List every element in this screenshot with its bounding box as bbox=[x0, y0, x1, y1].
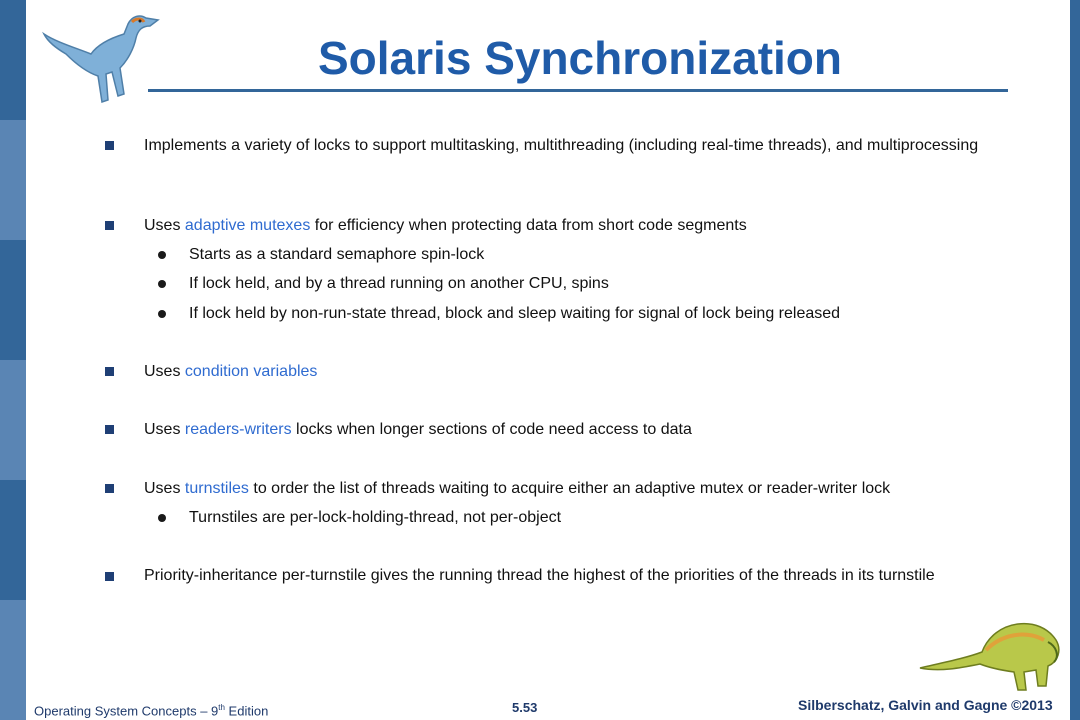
square-bullet-icon bbox=[105, 367, 114, 376]
bullet-prefix: Uses bbox=[144, 421, 185, 438]
term-readers-writers: readers-writers bbox=[184, 421, 292, 438]
dinosaur-icon bbox=[916, 606, 1066, 696]
sub-bullet-spin-lock: Starts as a standard semaphore spin-lock bbox=[189, 246, 485, 263]
square-bullet-icon bbox=[105, 484, 114, 493]
bullet-priority-inheritance: Priority-inheritance per-turnstile gives the running thread the highest of the priorities of the threads in its turnstile bbox=[144, 567, 935, 584]
square-bullet-icon bbox=[105, 221, 114, 230]
footer-book-title bbox=[34, 699, 268, 720]
bullet-prefix: Uses bbox=[144, 363, 185, 380]
footer-copyright: Silberschatz, Galvin and Gagne ©2013 bbox=[798, 697, 1053, 713]
square-bullet-icon bbox=[105, 425, 114, 434]
round-bullet-icon bbox=[158, 280, 166, 288]
sub-bullet-turnstiles-per-lock: Turnstiles are per-lock-holding-thread, not per-object bbox=[189, 509, 562, 526]
bullet-readers-writers bbox=[144, 419, 1004, 441]
bullet-suffix: locks when longer sections of code need access to data bbox=[291, 421, 692, 438]
term-adaptive-mutexes: adaptive mutexes bbox=[184, 217, 311, 234]
term-turnstiles: turnstiles bbox=[184, 480, 249, 497]
bullet-suffix: to order the list of threads waiting to acquire either an adaptive mutex or reader-writer lock bbox=[248, 480, 891, 497]
footer-title-prefix: Operating System Concepts – 9 bbox=[34, 703, 219, 719]
footer-title-sup: th bbox=[218, 703, 225, 712]
footer-title-suffix: Edition bbox=[224, 703, 269, 719]
round-bullet-icon bbox=[158, 251, 166, 259]
bullet-suffix: for efficiency when protecting data from short code segments bbox=[310, 217, 747, 234]
bullet-prefix: Uses bbox=[144, 217, 185, 234]
slide-title: Solaris Synchronization bbox=[318, 32, 842, 84]
sub-bullet-block-sleep: If lock held by non-run-state thread, block and sleep waiting for signal of lock being released bbox=[189, 305, 841, 322]
bullet-prefix: Uses bbox=[144, 480, 185, 497]
bullet-locks: Implements a variety of locks to support multitasking, multithreading (including real-time threads), and multiprocessing bbox=[144, 137, 979, 154]
bullet-condition-variables bbox=[144, 361, 1004, 383]
bullet-adaptive-mutexes bbox=[144, 215, 1004, 237]
footer-page-number: 5.53 bbox=[512, 700, 538, 715]
square-bullet-icon bbox=[105, 141, 114, 150]
round-bullet-icon bbox=[158, 310, 166, 318]
round-bullet-icon bbox=[158, 514, 166, 522]
bullet-turnstiles bbox=[144, 478, 1004, 500]
sub-bullet-spins: If lock held, and by a thread running on another CPU, spins bbox=[189, 275, 609, 292]
term-condition-variables: condition variables bbox=[184, 363, 318, 380]
square-bullet-icon bbox=[105, 572, 114, 581]
